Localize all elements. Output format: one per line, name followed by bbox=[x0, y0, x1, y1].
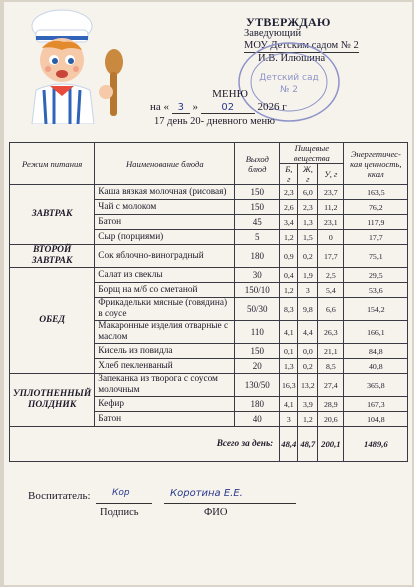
kcal-value: 17,7 bbox=[344, 230, 408, 245]
date-day: 3 bbox=[177, 102, 184, 113]
carbs-value: 23,7 bbox=[318, 185, 344, 200]
fat-value: 13,2 bbox=[298, 374, 318, 397]
carbs-value: 17,7 bbox=[318, 245, 344, 268]
menu-title: МЕНЮ bbox=[212, 88, 248, 100]
kcal-value: 104,8 bbox=[344, 412, 408, 427]
header-fat: Ж, г bbox=[298, 164, 318, 185]
kcal-value: 84,8 bbox=[344, 344, 408, 359]
dish-output: 150 bbox=[235, 200, 280, 215]
name-caption: ФИО bbox=[204, 507, 228, 518]
kcal-value: 117,9 bbox=[344, 215, 408, 230]
table-row bbox=[10, 185, 408, 200]
dish-name: Чай с молоком bbox=[95, 200, 235, 215]
header-meal: Режим питания bbox=[10, 143, 95, 185]
header-energy: Энергетичес-кая ценность, ккал bbox=[344, 143, 408, 185]
menu-table bbox=[9, 142, 408, 462]
carbs-value: 8,5 bbox=[318, 359, 344, 374]
approval-org: МОУ Детским садом № 2 bbox=[244, 40, 359, 51]
dish-output: 30 bbox=[235, 268, 280, 283]
meal-label: УПЛОТНЕННЫЙ ПОЛДНИК bbox=[10, 374, 95, 427]
protein-value: 0,9 bbox=[280, 245, 298, 268]
protein-value: 2,3 bbox=[280, 185, 298, 200]
dish-name: Макаронные изделия отварные с маслом bbox=[95, 321, 235, 344]
dish-name: Хлеб пекленваный bbox=[95, 359, 235, 374]
dish-output: 150 bbox=[235, 344, 280, 359]
signature-line bbox=[96, 503, 152, 504]
protein-value: 2,6 bbox=[280, 200, 298, 215]
fat-value: 1,3 bbox=[298, 215, 318, 230]
kcal-value: 154,2 bbox=[344, 298, 408, 321]
header-dish: Наименование блюда bbox=[95, 143, 235, 185]
dish-name: Батон bbox=[95, 215, 235, 230]
kcal-value: 167,3 bbox=[344, 397, 408, 412]
menu-subtitle: 17 день 20- дневного меню bbox=[154, 116, 275, 127]
protein-value: 1,3 bbox=[280, 359, 298, 374]
fat-value: 2,3 bbox=[298, 200, 318, 215]
total-kcal: 1489,6 bbox=[344, 427, 408, 462]
protein-value: 3 bbox=[280, 412, 298, 427]
meal-label: ЗАВТРАК bbox=[10, 185, 95, 245]
dish-name: Сыр (порциями) bbox=[95, 230, 235, 245]
header-carbs: У, г bbox=[318, 164, 344, 185]
protein-value: 16,3 bbox=[280, 374, 298, 397]
dish-output: 50/30 bbox=[235, 298, 280, 321]
approval-name: И.В. Илюшина bbox=[258, 53, 326, 64]
kcal-value: 75,1 bbox=[344, 245, 408, 268]
educator-label: Воспитатель: bbox=[28, 490, 91, 502]
protein-value: 0,1 bbox=[280, 344, 298, 359]
dish-name: Фрикадельки мясные (говядина) в соусе bbox=[95, 298, 235, 321]
total-protein: 48,4 bbox=[280, 427, 298, 462]
approval-title: УТВЕРЖДАЮ bbox=[246, 15, 331, 29]
dish-name: Кефир bbox=[95, 397, 235, 412]
carbs-value: 6,6 bbox=[318, 298, 344, 321]
table-row bbox=[10, 374, 408, 397]
dish-name: Борщ на м/б со сметаной bbox=[95, 283, 235, 298]
carbs-value: 2,5 bbox=[318, 268, 344, 283]
dish-name: Запеканка из творога с соусом молочным bbox=[95, 374, 235, 397]
dish-name: Салат из свеклы bbox=[95, 268, 235, 283]
dish-name: Батон bbox=[95, 412, 235, 427]
total-label: Всего за день: bbox=[10, 427, 280, 462]
fat-value: 0,2 bbox=[298, 245, 318, 268]
protein-value: 1,2 bbox=[280, 230, 298, 245]
dish-output: 5 bbox=[235, 230, 280, 245]
stamp-text-line-1: Детский сад bbox=[259, 73, 319, 83]
name-handwritten: Коротина Е.Е. bbox=[170, 488, 243, 499]
fat-value: 1,5 bbox=[298, 230, 318, 245]
protein-value: 1,2 bbox=[280, 283, 298, 298]
fat-value: 0,2 bbox=[298, 359, 318, 374]
fat-value: 1,2 bbox=[298, 412, 318, 427]
meal-label: ОБЕД bbox=[10, 268, 95, 374]
dish-name: Кисель из повидла bbox=[95, 344, 235, 359]
menu-table-body bbox=[10, 185, 408, 427]
date-month: 02 bbox=[221, 102, 235, 113]
dish-output: 150 bbox=[235, 185, 280, 200]
fat-value: 0,0 bbox=[298, 344, 318, 359]
table-row bbox=[10, 245, 408, 268]
fat-value: 6,0 bbox=[298, 185, 318, 200]
menu-document bbox=[4, 2, 412, 585]
dish-output: 180 bbox=[235, 397, 280, 412]
header-protein: Б, г bbox=[280, 164, 298, 185]
protein-value: 3,4 bbox=[280, 215, 298, 230]
carbs-value: 21,1 bbox=[318, 344, 344, 359]
fat-value: 3,9 bbox=[298, 397, 318, 412]
kcal-value: 53,6 bbox=[344, 283, 408, 298]
carbs-value: 28,9 bbox=[318, 397, 344, 412]
protein-value: 0,4 bbox=[280, 268, 298, 283]
kcal-value: 40,8 bbox=[344, 359, 408, 374]
meal-label: ВТОРОЙ ЗАВТРАК bbox=[10, 245, 95, 268]
total-row bbox=[10, 427, 408, 462]
signature-caption: Подпись bbox=[100, 507, 139, 518]
dish-name: Каша вязкая молочная (рисовая) bbox=[95, 185, 235, 200]
dish-output: 150/10 bbox=[235, 283, 280, 298]
carbs-value: 27,4 bbox=[318, 374, 344, 397]
menu-date bbox=[150, 101, 287, 114]
approval-role: Заведующий bbox=[244, 28, 302, 39]
kcal-value: 29,5 bbox=[344, 268, 408, 283]
carbs-value: 20,6 bbox=[318, 412, 344, 427]
total-fat: 48,7 bbox=[298, 427, 318, 462]
total-carbs: 200,1 bbox=[318, 427, 344, 462]
carbs-value: 26,3 bbox=[318, 321, 344, 344]
header-output: Выход блюд bbox=[235, 143, 280, 185]
date-prefix: на « bbox=[150, 101, 170, 113]
dish-output: 40 bbox=[235, 412, 280, 427]
fat-value: 9,8 bbox=[298, 298, 318, 321]
dish-name: Сок яблочно-виноградный bbox=[95, 245, 235, 268]
stamp-text-line-2: № 2 bbox=[280, 85, 298, 95]
dish-output: 110 bbox=[235, 321, 280, 344]
protein-value: 4,1 bbox=[280, 397, 298, 412]
fat-value: 1,9 bbox=[298, 268, 318, 283]
protein-value: 4,1 bbox=[280, 321, 298, 344]
date-mid: » bbox=[192, 101, 199, 113]
date-year: 2026 г bbox=[257, 101, 287, 113]
signature-handwritten: Кор bbox=[112, 488, 130, 498]
header-nutrients: Пищевые вещества bbox=[280, 143, 344, 164]
name-line bbox=[164, 503, 296, 504]
dish-output: 180 bbox=[235, 245, 280, 268]
chef-boy-illustration bbox=[10, 6, 138, 124]
kcal-value: 166,1 bbox=[344, 321, 408, 344]
fat-value: 3 bbox=[298, 283, 318, 298]
table-row bbox=[10, 268, 408, 283]
carbs-value: 0 bbox=[318, 230, 344, 245]
dish-output: 20 bbox=[235, 359, 280, 374]
carbs-value: 11,2 bbox=[318, 200, 344, 215]
dish-output: 45 bbox=[235, 215, 280, 230]
carbs-value: 23,1 bbox=[318, 215, 344, 230]
dish-output: 130/50 bbox=[235, 374, 280, 397]
kcal-value: 163,5 bbox=[344, 185, 408, 200]
protein-value: 8,3 bbox=[280, 298, 298, 321]
kcal-value: 76,2 bbox=[344, 200, 408, 215]
fat-value: 4,4 bbox=[298, 321, 318, 344]
kcal-value: 365,8 bbox=[344, 374, 408, 397]
carbs-value: 5,4 bbox=[318, 283, 344, 298]
